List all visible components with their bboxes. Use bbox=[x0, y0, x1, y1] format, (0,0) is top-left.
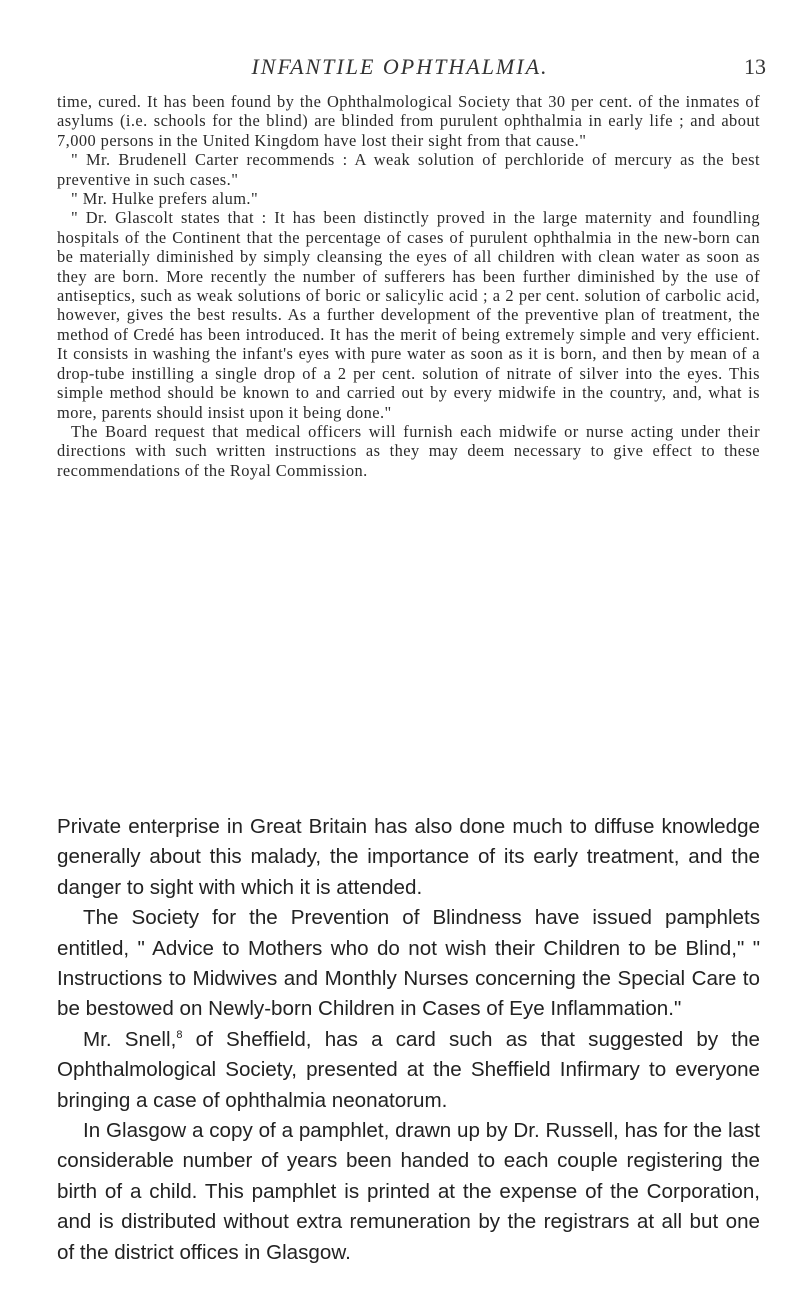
main-text bbox=[57, 812, 760, 1268]
body-paragraph: The Society for the Prevention of Blindness have issued pamphlets entitled, " Advice to Mothers who do not wish their Children to be Blind," " Instructions to Midwives and Monthly Nurses concerning the Special Care to be bestowed on Newly-born Children in Cases of Eye Inflammation." bbox=[57, 906, 760, 1021]
footnote-marker: 8 bbox=[176, 1028, 183, 1041]
page-number: 13 bbox=[744, 54, 766, 79]
quote-paragraph: " Mr. Brudenell Carter recommends : A weak solution of perchloride of mercury as the best preventive in such cases." bbox=[57, 150, 760, 189]
body-paragraph: Private enterprise in Great Britain has also done much to diffuse knowledge generally about this malady, the importance of its early treatment, and the danger to sight with which it is attended. bbox=[57, 815, 760, 899]
quote-paragraph: " Mr. Hulke prefers alum." bbox=[71, 189, 259, 209]
quote-paragraph: time, cured. It has been found by the Ophthalmological Society that 30 per cent. of the inmates of asylums (i.e. schools for the blind) are blinded from purulent ophthalmia in early life ; and about 7,000 persons in the United Kingdom have lost their sight from that cause." bbox=[57, 92, 760, 150]
quote-paragraph: The Board request that medical officers will furnish each midwife or nurse acting under their directions with such written instructions as they may deem necessary to give effect to these recommendations of the Royal Commission. bbox=[57, 421, 760, 480]
body-paragraph: In Glasgow a copy of a pamphlet, drawn up by Dr. Russell, has for the last considerable number of years been handed to each couple registering the birth of a child. This pamphlet is printed at the expense of the Corporation, and is distributed without extra remuneration by the registrars at all but one of the district offices in Glasgow. bbox=[57, 1119, 760, 1264]
snell-text-start: Mr. Snell, bbox=[83, 1027, 177, 1051]
quoted-recommendations bbox=[57, 92, 760, 480]
body-paragraph-snell bbox=[57, 1025, 760, 1116]
snell-text-rest: of Sheffield, has a card such as that suggested by the Ophthalmological Society, presented at the Sheffield Infirmary to everyone bringing a case of ophthalmia neonatorum. bbox=[57, 1027, 760, 1112]
running-title: INFANTILE OPHTHALMIA. bbox=[251, 54, 549, 79]
running-head bbox=[0, 54, 800, 84]
quote-paragraph: " Dr. Glascolt states that : It has been distinctly proved in the large maternity and foundling hospitals of the Continent that the percentage of cases of purulent ophthalmia in the new-born can be materially diminished by simply cleansing the eyes of all children with clean water as soon as they are born. More recently the number of sufferers has been further diminished by the use of antiseptics, such as weak solutions of boric or salicylic acid ; a 2 per cent. solution of carbolic acid, however, gives the best results. As a further development of the preventive plan of treatment, the method of Credé has been introduced. It has the merit of being extremely simple and very efficient. It consists in washing the infant's eyes with pure water as soon as it is born, and then by mean of a drop-tube instilling a single drop of a 2 per cent. solution of nitrate of silver into the eyes. This simple method should be known to and carried out by every midwife in the country, and, what is more, parents should insist upon it being done." bbox=[57, 208, 760, 422]
